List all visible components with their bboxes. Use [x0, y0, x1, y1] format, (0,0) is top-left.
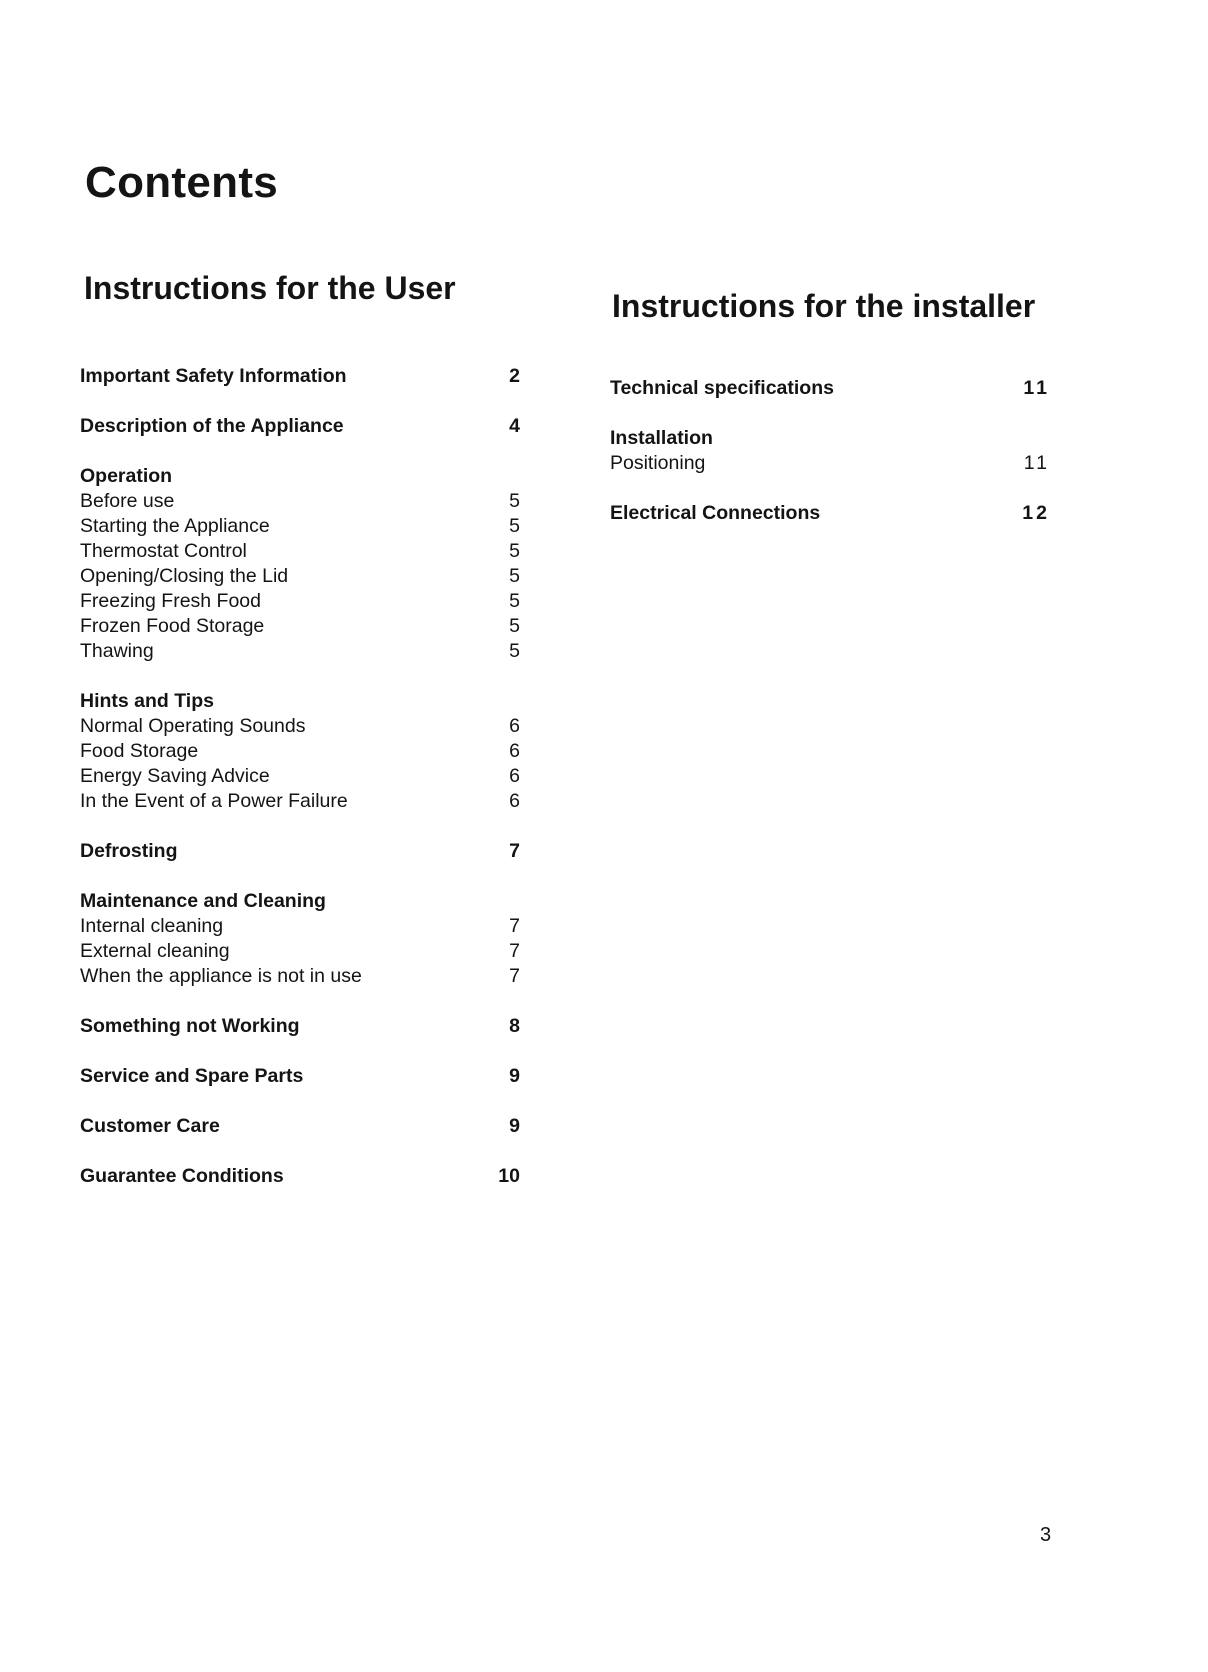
toc-heading-label: Operation	[80, 465, 173, 487]
toc-entry[interactable]	[80, 514, 520, 539]
toc-heading[interactable]	[80, 889, 520, 914]
toc-group	[80, 414, 520, 439]
toc-group	[610, 501, 1050, 526]
toc-heading[interactable]	[80, 1164, 520, 1189]
toc-group	[80, 364, 520, 389]
toc-heading-label: Guarantee Conditions	[80, 1165, 284, 1187]
toc-heading-label: Service and Spare Parts	[80, 1065, 304, 1087]
toc-page-number: 7	[509, 915, 520, 937]
toc-page-number: 5	[509, 615, 520, 637]
toc-heading[interactable]	[80, 1064, 520, 1089]
toc-entry[interactable]	[80, 589, 520, 614]
toc-entry-label: Internal cleaning	[80, 915, 224, 937]
toc-page-number: 7	[509, 840, 520, 862]
installer-section-title: Instructions for the installer	[612, 288, 1036, 324]
toc-entry-label: Freezing Fresh Food	[80, 590, 261, 612]
toc-entry-label: Thawing	[80, 640, 154, 662]
toc-heading-label: Technical specifications	[610, 377, 834, 399]
toc-entry-label: Positioning	[610, 452, 706, 474]
toc-heading[interactable]	[80, 464, 520, 489]
toc-page-number: 5	[509, 515, 520, 537]
toc-page-number: 10	[498, 1165, 520, 1187]
toc-heading[interactable]	[80, 1114, 520, 1139]
toc-page-number: 9	[509, 1065, 520, 1087]
toc-heading[interactable]	[80, 1014, 520, 1039]
toc-entry[interactable]	[80, 614, 520, 639]
toc-page-number: 5	[509, 490, 520, 512]
toc-group	[80, 1164, 520, 1189]
toc-entry-label: Frozen Food Storage	[80, 615, 265, 637]
toc-heading[interactable]	[80, 839, 520, 864]
toc-page-number: 5	[509, 590, 520, 612]
toc-page-number: 5	[509, 640, 520, 662]
toc-page-number: 5	[509, 540, 520, 562]
toc-page-number: 11	[1023, 377, 1050, 399]
toc-entry-label: Before use	[80, 490, 175, 512]
toc-heading[interactable]	[80, 414, 520, 439]
toc-page-number: 7	[509, 965, 520, 987]
toc-entry-label: Normal Operating Sounds	[80, 715, 306, 737]
toc-heading-label: Something not Working	[80, 1015, 300, 1037]
toc-page-number: 8	[509, 1015, 520, 1037]
toc-group	[610, 426, 1050, 476]
toc-heading[interactable]	[610, 376, 1050, 401]
toc-heading-label: Important Safety Information	[80, 365, 347, 387]
toc-entry[interactable]	[610, 451, 1050, 476]
toc-heading-label: Hints and Tips	[80, 690, 214, 712]
toc-entry-label: Energy Saving Advice	[80, 765, 270, 787]
toc-heading-label: Maintenance and Cleaning	[80, 890, 326, 912]
toc-page-number: 4	[509, 415, 520, 437]
toc-entry[interactable]	[80, 739, 520, 764]
user-section-title: Instructions for the User	[84, 270, 456, 306]
toc-entry[interactable]	[80, 764, 520, 789]
toc-entry[interactable]	[80, 789, 520, 814]
toc-page-number: 5	[509, 565, 520, 587]
toc-group	[80, 889, 520, 989]
page-title: Contents	[85, 158, 279, 207]
toc-entry[interactable]	[80, 964, 520, 989]
toc-entry-label: When the appliance is not in use	[80, 965, 362, 987]
toc-heading-label: Defrosting	[80, 840, 178, 862]
toc-page-number: 7	[509, 940, 520, 962]
toc-group	[80, 839, 520, 864]
toc-page-number: 6	[509, 790, 520, 812]
toc-group	[80, 1114, 520, 1139]
toc-heading[interactable]	[610, 501, 1050, 526]
toc-page-number: 6	[509, 740, 520, 762]
toc-entry[interactable]	[80, 539, 520, 564]
installer-toc	[610, 376, 1050, 551]
toc-heading-label: Electrical Connections	[610, 502, 821, 524]
toc-group	[80, 1014, 520, 1039]
toc-group	[80, 1064, 520, 1089]
toc-page-number: 11	[1023, 452, 1050, 474]
toc-heading-label: Customer Care	[80, 1115, 220, 1137]
toc-entry[interactable]	[80, 939, 520, 964]
toc-entry[interactable]	[80, 564, 520, 589]
toc-entry[interactable]	[80, 489, 520, 514]
toc-page-number: 2	[509, 365, 520, 387]
toc-heading[interactable]	[610, 426, 1050, 451]
toc-heading[interactable]	[80, 689, 520, 714]
toc-group	[610, 376, 1050, 401]
toc-entry[interactable]	[80, 714, 520, 739]
toc-page-number: 6	[509, 765, 520, 787]
toc-entry-label: External cleaning	[80, 940, 230, 962]
page-number: 3	[1040, 1524, 1052, 1546]
toc-heading-label: Description of the Appliance	[80, 415, 344, 437]
toc-entry[interactable]	[80, 639, 520, 664]
toc-entry-label: In the Event of a Power Failure	[80, 790, 348, 812]
toc-entry-label: Food Storage	[80, 740, 199, 762]
toc-page-number: 12	[1022, 502, 1050, 524]
toc-page-number: 9	[509, 1115, 520, 1137]
toc-group	[80, 464, 520, 664]
toc-entry-label: Thermostat Control	[80, 540, 247, 562]
user-toc	[80, 364, 520, 1214]
toc-entry-label: Opening/Closing the Lid	[80, 565, 289, 587]
toc-heading[interactable]	[80, 364, 520, 389]
toc-entry-label: Starting the Appliance	[80, 515, 270, 537]
toc-page-number: 6	[509, 715, 520, 737]
toc-entry[interactable]	[80, 914, 520, 939]
toc-group	[80, 689, 520, 814]
toc-heading-label: Installation	[610, 427, 713, 449]
